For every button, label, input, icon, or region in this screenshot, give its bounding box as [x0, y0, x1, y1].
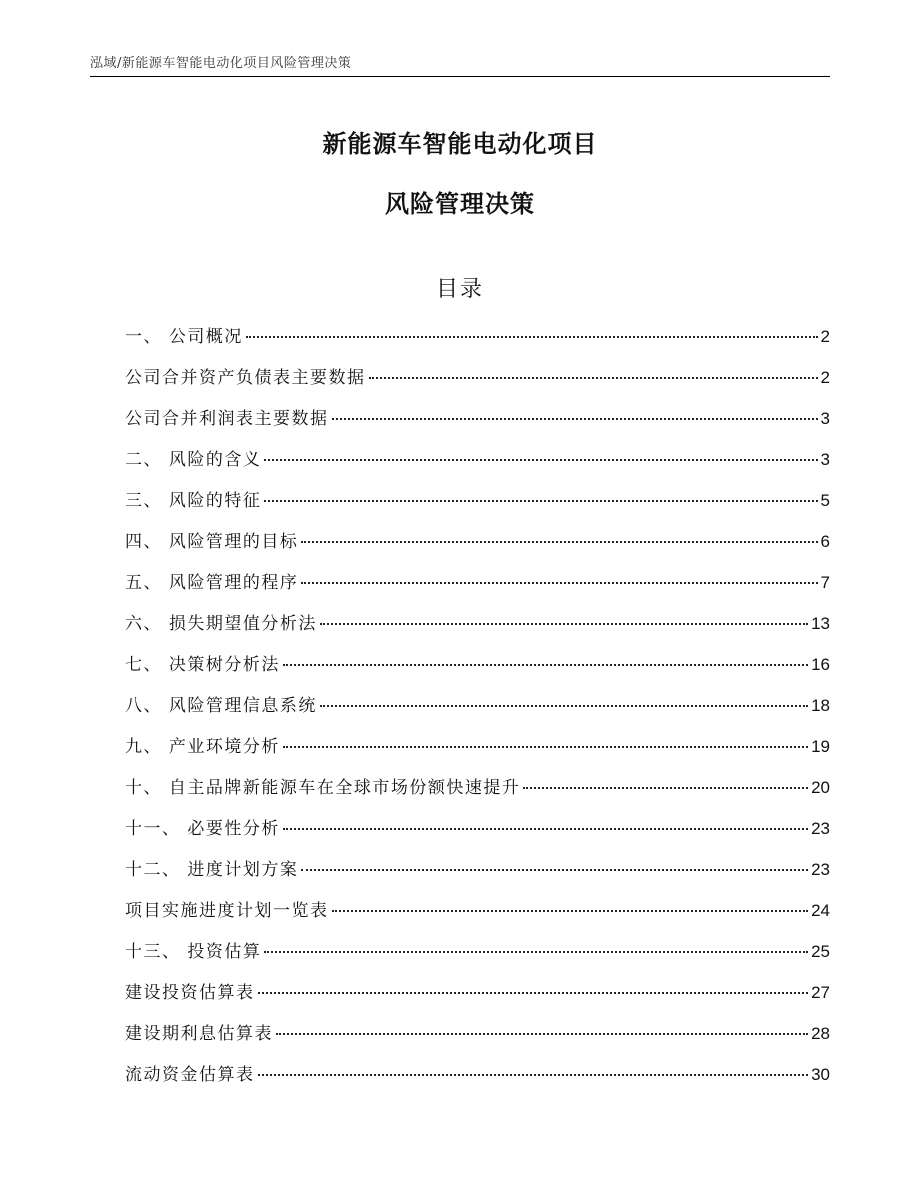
- toc-entry[interactable]: [125, 486, 830, 527]
- toc-leader-dots: [264, 951, 808, 953]
- toc-entry[interactable]: [125, 363, 830, 404]
- toc-entry[interactable]: [125, 773, 830, 814]
- toc-entry-label: 七、 决策树分析法: [125, 655, 280, 675]
- toc-entry-page: 13: [811, 614, 830, 633]
- toc-entry-label: 二、 风险的含义: [125, 450, 262, 470]
- toc-leader-dots: [320, 705, 808, 707]
- toc-entry-page: 19: [811, 737, 830, 756]
- toc-leader-dots: [283, 828, 808, 830]
- toc-entry-page: 30: [811, 1065, 830, 1084]
- toc-leader-dots: [301, 869, 808, 871]
- toc-entry[interactable]: [125, 1060, 830, 1101]
- toc-entry-page: 27: [811, 983, 830, 1002]
- toc-entry[interactable]: [125, 732, 830, 773]
- header-divider: [90, 76, 830, 77]
- toc-entry[interactable]: [125, 814, 830, 855]
- toc-leader-dots: [369, 377, 818, 379]
- toc-entry-label: 三、 风险的特征: [125, 491, 262, 511]
- toc-leader-dots: [301, 582, 817, 584]
- toc-entry-page: 24: [811, 901, 830, 920]
- toc-entry-label: 十三、 投资估算: [125, 942, 262, 962]
- toc-entry-label: 建设投资估算表: [125, 983, 255, 1003]
- toc-leader-dots: [258, 1074, 809, 1076]
- toc-leader-dots: [301, 541, 817, 543]
- toc-entry[interactable]: [125, 1019, 830, 1060]
- toc-entry-label: 五、 风险管理的程序: [125, 573, 299, 593]
- toc-leader-dots: [320, 623, 808, 625]
- toc-entry-label: 建设期利息估算表: [125, 1024, 273, 1044]
- toc-entry-page: 3: [820, 450, 830, 469]
- document-title-line-2: 风险管理决策: [385, 190, 535, 218]
- toc-entry[interactable]: [125, 650, 830, 691]
- toc-entry[interactable]: [125, 609, 830, 650]
- toc-entry-page: 16: [811, 655, 830, 674]
- toc-entry[interactable]: [125, 937, 830, 978]
- toc-entry[interactable]: [125, 855, 830, 896]
- toc-leader-dots: [258, 992, 809, 994]
- toc-entry[interactable]: [125, 691, 830, 732]
- toc-leader-dots: [523, 787, 808, 789]
- toc-entry-label: 八、 风险管理信息系统: [125, 696, 317, 716]
- toc-entry[interactable]: [125, 896, 830, 937]
- toc-entry-label: 公司合并利润表主要数据: [125, 409, 329, 429]
- toc-entry-label: 流动资金估算表: [125, 1065, 255, 1085]
- toc-entry-label: 九、 产业环境分析: [125, 737, 280, 757]
- toc-leader-dots: [332, 910, 809, 912]
- toc-entry-label: 项目实施进度计划一览表: [125, 901, 329, 921]
- toc-entry-label: 六、 损失期望值分析法: [125, 614, 317, 634]
- toc-entry-page: 23: [811, 860, 830, 879]
- toc-leader-dots: [276, 1033, 808, 1035]
- toc-entry-page: 7: [820, 573, 830, 592]
- toc-entry[interactable]: [125, 527, 830, 568]
- toc-entry-page: 2: [820, 327, 830, 346]
- toc-leader-dots: [264, 459, 817, 461]
- table-of-contents: [125, 322, 830, 1101]
- toc-entry-label: 公司合并资产负债表主要数据: [125, 368, 366, 388]
- toc-entry-page: 5: [820, 491, 830, 510]
- toc-heading: 目录: [435, 277, 484, 302]
- toc-entry-label: 十、 自主品牌新能源车在全球市场份额快速提升: [125, 778, 521, 798]
- toc-entry[interactable]: [125, 978, 830, 1019]
- toc-entry[interactable]: [125, 445, 830, 486]
- toc-leader-dots: [264, 500, 817, 502]
- toc-entry[interactable]: [125, 568, 830, 609]
- toc-entry-page: 6: [820, 532, 830, 551]
- document-title-line-1: 新能源车智能电动化项目: [322, 130, 598, 158]
- toc-leader-dots: [246, 336, 818, 338]
- toc-entry-label: 四、 风险管理的目标: [125, 532, 299, 552]
- toc-entry-page: 28: [811, 1024, 830, 1043]
- toc-entry-label: 十二、 进度计划方案: [125, 860, 299, 880]
- toc-entry-label: 十一、 必要性分析: [125, 819, 280, 839]
- toc-leader-dots: [283, 664, 808, 666]
- toc-entry-page: 2: [820, 368, 830, 387]
- running-header: 泓域/新能源车智能电动化项目风险管理决策: [90, 56, 352, 71]
- toc-entry-page: 23: [811, 819, 830, 838]
- toc-entry-label: 一、 公司概况: [125, 327, 243, 347]
- toc-entry-page: 18: [811, 696, 830, 715]
- toc-leader-dots: [332, 418, 818, 420]
- toc-entry[interactable]: [125, 322, 830, 363]
- toc-entry-page: 20: [811, 778, 830, 797]
- toc-leader-dots: [283, 746, 808, 748]
- toc-entry-page: 3: [820, 409, 830, 428]
- toc-entry[interactable]: [125, 404, 830, 445]
- toc-entry-page: 25: [811, 942, 830, 961]
